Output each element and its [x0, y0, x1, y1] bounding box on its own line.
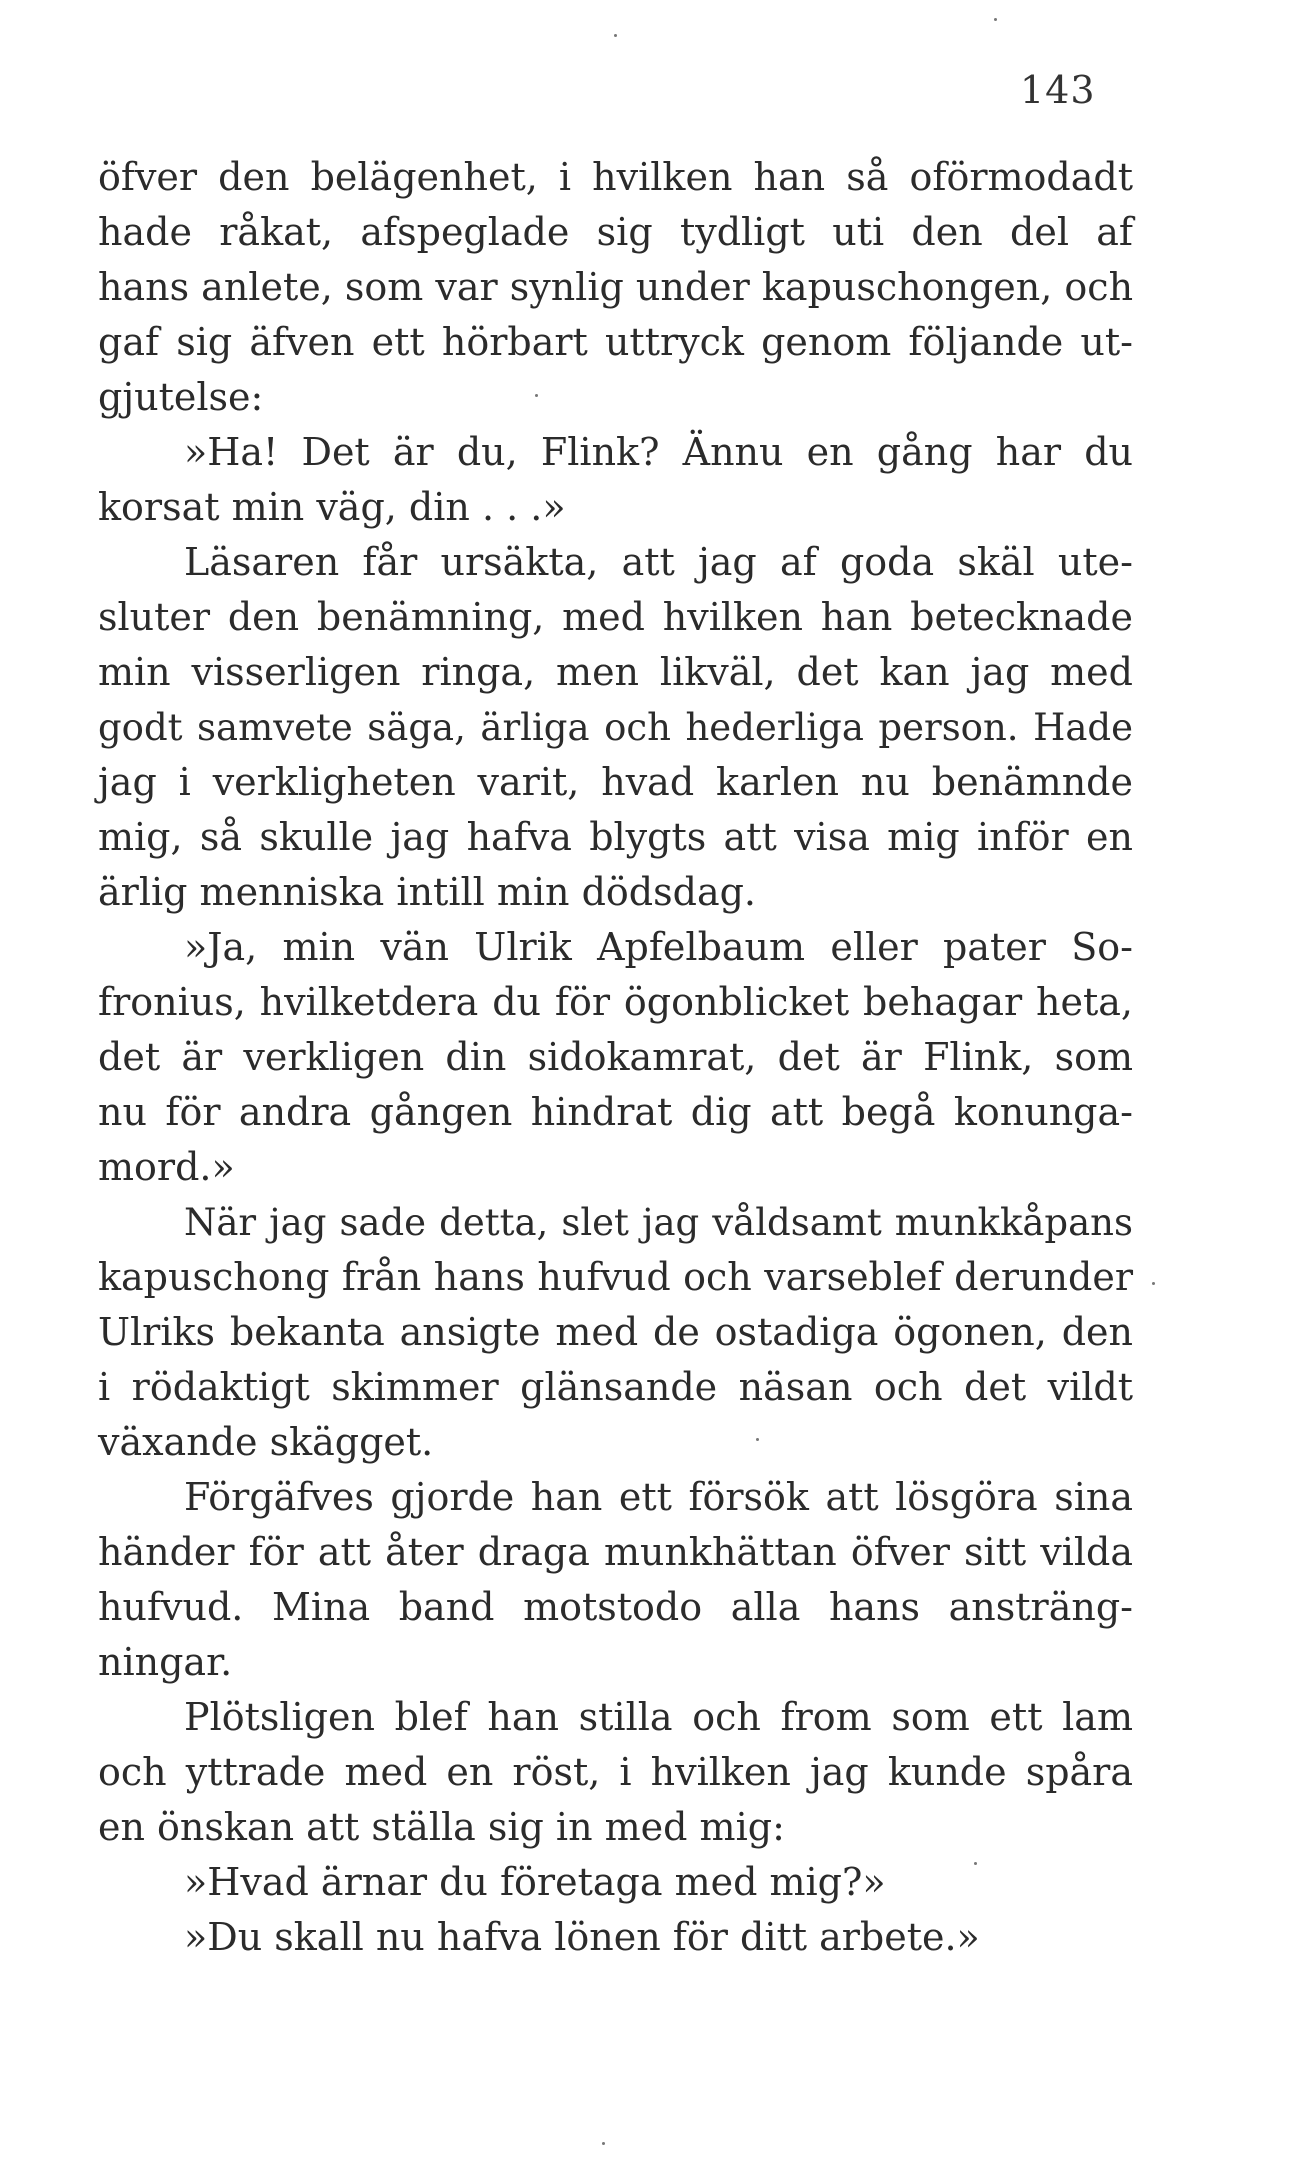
text-line: korsat min väg, din . . .»: [98, 485, 566, 529]
text-line: Förgäfves gjorde han ett försök att lösgöra sina: [184, 1475, 1133, 1519]
paper-speck: [756, 1438, 759, 1441]
paper-speck: [602, 2142, 605, 2145]
text-line: min visserligen ringa, men likväl, det kan jag med: [98, 650, 1133, 694]
text-line: ningar.: [98, 1640, 233, 1684]
paper-speck: [1152, 1282, 1155, 1285]
text-line: kapuschong från hans hufvud och varseblef derunder: [98, 1255, 1133, 1299]
text-line: en önskan att ställa sig in med mig:: [98, 1805, 785, 1849]
paper-speck: [535, 394, 538, 397]
paper-speck: [974, 1862, 977, 1865]
text-line: Läsaren får ursäkta, att jag af goda skäl ute-: [184, 540, 1133, 584]
text-line: i rödaktigt skimmer glänsande näsan och det vildt: [98, 1365, 1133, 1409]
paper-speck: [994, 18, 997, 21]
text-line: fronius, hvilketdera du för ögonblicket behagar heta,: [98, 980, 1133, 1024]
body-text: [98, 150, 1133, 1965]
text-line: Ulriks bekanta ansigte med de ostadiga ögonen, den: [98, 1310, 1133, 1354]
text-line: godt samvete säga, ärliga och hederliga person. Hade: [98, 706, 1133, 749]
text-line: När jag sade detta, slet jag våldsamt munkkåpans: [184, 1201, 1133, 1244]
paper-speck: [614, 34, 617, 37]
text-line: mig, så skulle jag hafva blygts att visa mig inför en: [98, 815, 1133, 859]
text-line: hade råkat, afspeglade sig tydligt uti den del af: [98, 210, 1133, 254]
text-line: »Hvad ärnar du företaga med mig?»: [184, 1860, 886, 1904]
text-line: Plötsligen blef han stilla och from som ett lam: [184, 1695, 1133, 1739]
text-line: och yttrade med en röst, i hvilken jag kunde spåra: [98, 1750, 1133, 1794]
text-line: öfver den belägenhet, i hvilken han så oförmodadt: [98, 155, 1133, 199]
text-line: hufvud. Mina band motstodo alla hans ansträng-: [98, 1585, 1133, 1629]
text-line: gaf sig äfven ett hörbart uttryck genom följande ut-: [98, 320, 1133, 364]
text-line: mord.»: [98, 1145, 235, 1189]
page-number: 143: [1020, 68, 1096, 112]
text-line: gjutelse:: [98, 375, 264, 419]
text-line: jag i verkligheten varit, hvad karlen nu benämnde: [98, 760, 1133, 804]
text-line: hans anlete, som var synlig under kapuschongen, och: [98, 265, 1134, 309]
text-line: »Ha! Det är du, Flink? Ännu en gång har du: [184, 430, 1133, 474]
text-line: ärlig menniska intill min dödsdag.: [98, 870, 757, 914]
text-line: »Du skall nu hafva lönen för ditt arbete.»: [184, 1915, 980, 1959]
text-line: »Ja, min vän Ulrik Apfelbaum eller pater So-: [184, 925, 1133, 969]
text-line: nu för andra gången hindrat dig att begå konunga-: [98, 1090, 1133, 1134]
text-line: sluter den benämning, med hvilken han betecknade: [98, 595, 1133, 639]
text-line: växande skägget.: [98, 1420, 434, 1464]
text-line: händer för att åter draga munkhättan öfver sitt vilda: [98, 1530, 1133, 1574]
text-line: det är verkligen din sidokamrat, det är Flink, som: [98, 1035, 1133, 1079]
